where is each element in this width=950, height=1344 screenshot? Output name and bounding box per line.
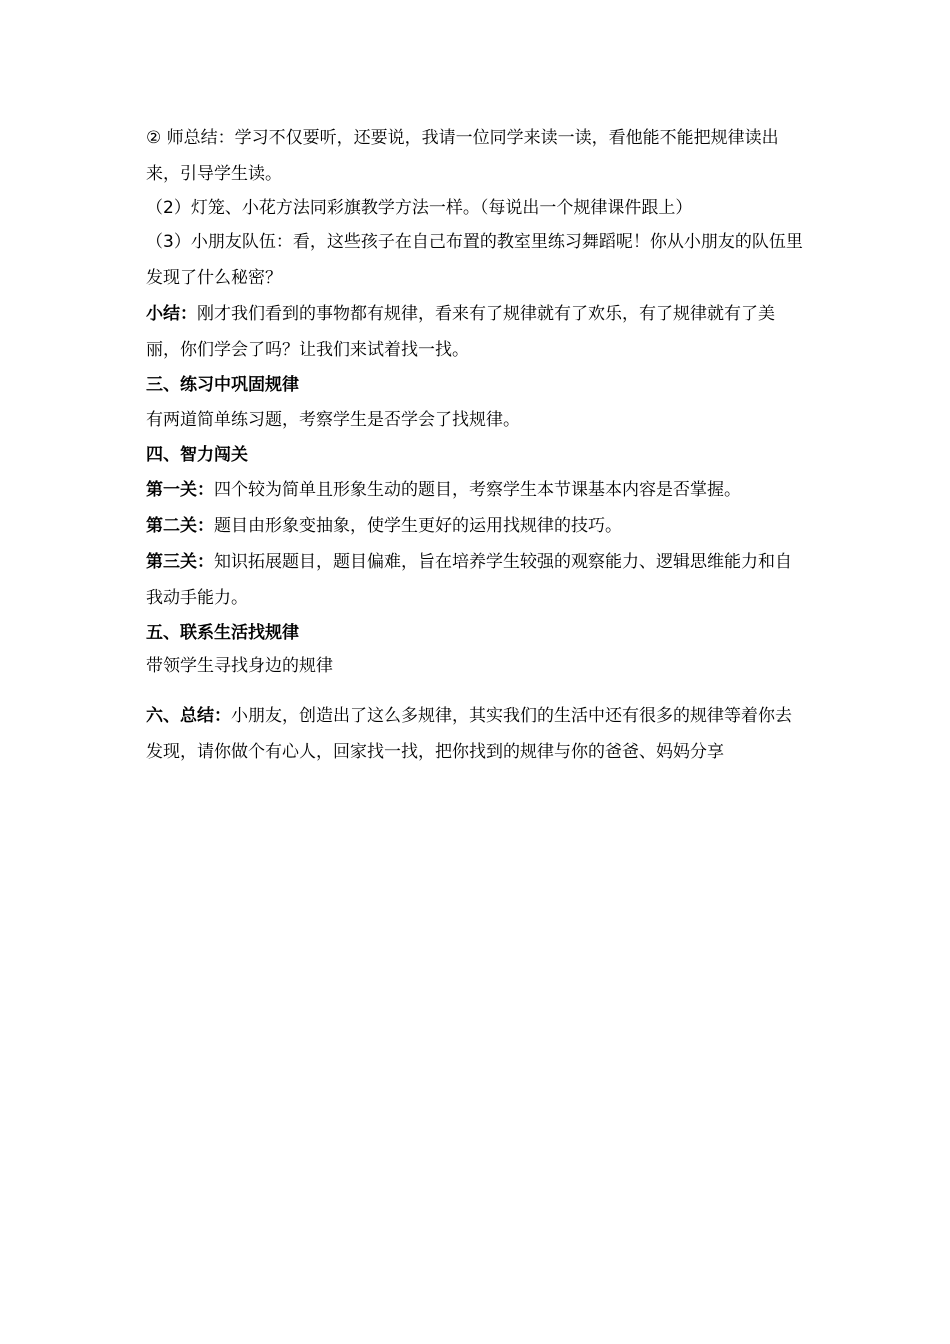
section-6-text: 小朋友，创造出了这么多规律，其实我们的生活中还有很多的规律等着你去发现，请你做个有心人，回家找一找，把你找到的规律与你的爸爸、妈妈分享: [146, 706, 792, 762]
level-1-label: 第一关：: [146, 480, 214, 500]
section-3-text: 有两道简单练习题，考察学生是否学会了找规律。: [146, 410, 520, 430]
section-5-text: 带领学生寻找身边的规律: [146, 656, 333, 676]
level-3-text: 知识拓展题目，题目偏难，旨在培养学生较强的观察能力、逻辑思维能力和自我动手能力。: [146, 552, 792, 608]
paragraph-lanterns-flowers: （2）灯笼、小花方法同彩旗教学方法一样。（每说出一个规律课件跟上）: [146, 198, 693, 218]
level-2-label: 第二关：: [146, 516, 214, 536]
paragraph-summary: [146, 296, 808, 368]
paragraph-spacer: [146, 682, 808, 698]
section-6-summary: [146, 698, 808, 770]
section-5-heading: 五、联系生活找规律: [146, 623, 299, 643]
paragraph-teacher-summary: ② 师总结：学习不仅要听，还要说，我请一位同学来读一读，看他能不能把规律读出来，引导学生读。: [146, 128, 779, 184]
section-6-label: 六、总结：: [146, 706, 231, 726]
level-3-item: [146, 544, 808, 616]
summary-text: 刚才我们看到的事物都有规律，看来有了规律就有了欢乐，有了规律就有了美丽，你们学会了吗？让我们来试着找一找。: [146, 304, 775, 360]
section-3-heading: 三、练习中巩固规律: [146, 375, 299, 395]
level-3-label: 第三关：: [146, 552, 214, 572]
paragraph-children-team: （3）小朋友队伍：看，这些孩子在自己布置的教室里练习舞蹈呢！你从小朋友的队伍里发现了什么秘密？: [146, 232, 803, 288]
level-2-text: 题目由形象变抽象，使学生更好的运用找规律的技巧。: [214, 516, 622, 536]
level-2-item: [146, 508, 808, 544]
level-1-text: 四个较为简单且形象生动的题目，考察学生本节课基本内容是否掌握。: [214, 480, 741, 500]
summary-label: 小结：: [146, 304, 197, 324]
section-4-heading: 四、智力闯关: [146, 445, 248, 465]
document-page: [146, 120, 808, 770]
level-1-item: [146, 472, 808, 508]
